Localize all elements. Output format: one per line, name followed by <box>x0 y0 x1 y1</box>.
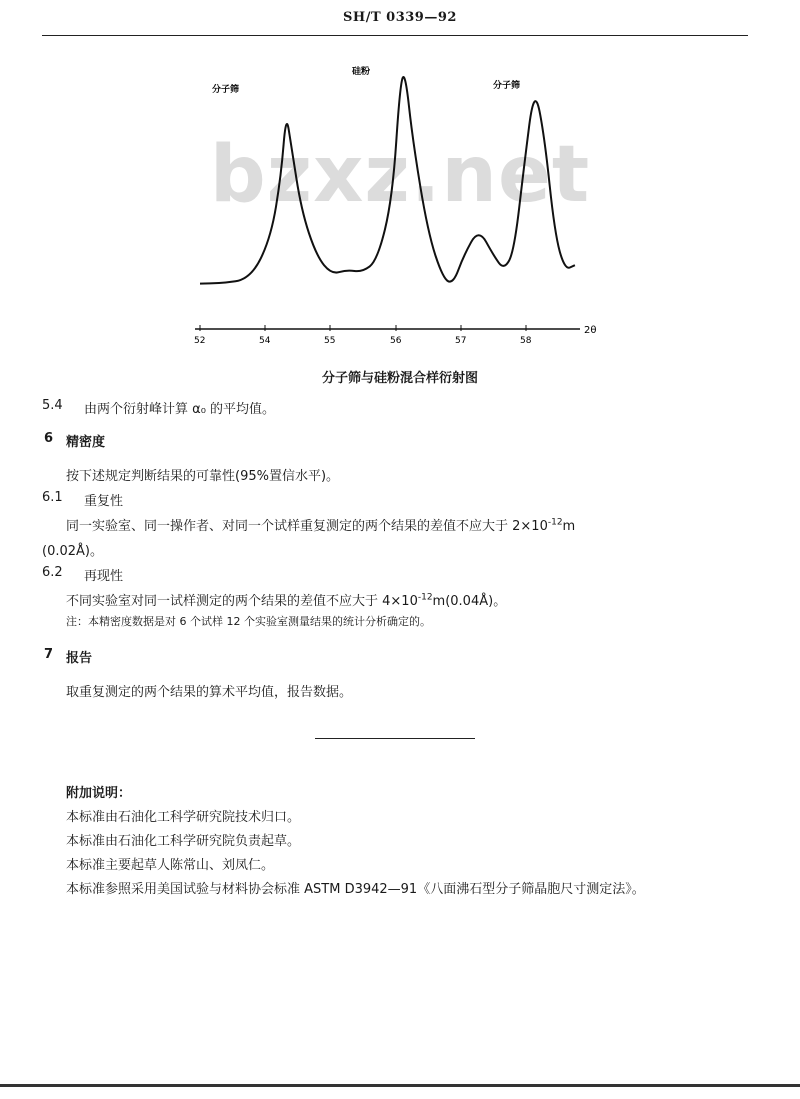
section-6-1-title: 重复性 <box>84 494 124 509</box>
section-6-intro: 按下述规定判断结果的可靠性(95%置信水平)。 <box>66 469 340 484</box>
watermark: bzxz.net <box>209 130 591 220</box>
section-6-1-text-cont: (0.02Å)。 <box>42 544 103 559</box>
appendix-line: 本标准主要起草人陈常山、刘凤仁。 <box>66 858 275 873</box>
appendix-line: 本标准由石油化工科学研究院技术归口。 <box>66 810 301 825</box>
peak-labels <box>211 65 520 95</box>
x-tick-label: 54 <box>259 336 271 346</box>
page-bottom-rule <box>0 1084 800 1087</box>
appendix-line: 本标准参照采用美国试验与材料协会标准 ASTM D3942—91《八面沸石型分子筛晶胞尺寸测定法》。 <box>66 882 645 897</box>
peak-label: 分子筛 <box>212 85 240 95</box>
section-6-2-number: 6.2 <box>42 565 63 580</box>
section-7-title: 报告 <box>66 651 93 666</box>
section-6-1-number: 6.1 <box>42 490 63 505</box>
section-6-1-exponent: -12 <box>547 517 563 528</box>
section-6-1-unit: m <box>562 519 576 534</box>
appendix-title: 附加说明： <box>66 786 132 801</box>
x-tick-label: 56 <box>390 336 402 346</box>
section-5-4-number: 5.4 <box>42 398 63 413</box>
section-6-number: 6 <box>44 431 54 446</box>
figure-caption: 分子筛与硅粉混合样衍射图 <box>321 371 478 386</box>
section-6-1-text <box>66 515 575 534</box>
diffraction-chart <box>0 0 800 360</box>
peak-label: 硅粉 <box>352 67 371 77</box>
peak-label: 分子筛 <box>493 81 521 91</box>
section-7-number: 7 <box>44 647 54 662</box>
x-axis-tick-labels <box>194 336 532 346</box>
section-6-2-title: 再现性 <box>84 569 124 584</box>
section-6-2-exponent: -12 <box>417 592 433 603</box>
section-6-2-text-main: 不同实验室对同一试样测定的两个结果的差值不应大于 4×10 <box>66 594 418 609</box>
precision-note: 注：本精密度数据是对 6 个试样 12 个实验室测量结果的统计分析确定的。 <box>66 615 431 628</box>
section-6-2-text <box>66 590 506 609</box>
appendix-line: 本标准由石油化工科学研究院负责起草。 <box>66 834 301 849</box>
section-5-4-text: 由两个衍射峰计算 α₀ 的平均值。 <box>84 402 276 417</box>
x-tick-label: 57 <box>455 336 467 346</box>
section-6-1-text-main: 同一实验室、同一操作者、对同一个试样重复测定的两个结果的差值不应大于 2×10 <box>66 519 548 534</box>
end-rule <box>315 738 475 739</box>
page-header-code: SH/T 0339—92 <box>343 10 457 25</box>
x-tick-label: 55 <box>324 336 336 346</box>
section-7-text: 取重复测定的两个结果的算术平均值，报告数据。 <box>66 685 353 700</box>
diffraction-curve <box>200 77 575 284</box>
x-axis-ticks <box>200 325 526 331</box>
x-tick-label: 58 <box>520 336 532 346</box>
section-6-2-unit: m(0.04Å)。 <box>432 594 507 609</box>
section-6-title: 精密度 <box>66 435 106 450</box>
x-tick-label: 52 <box>194 336 206 346</box>
x-axis-label: 2θ <box>584 325 597 336</box>
